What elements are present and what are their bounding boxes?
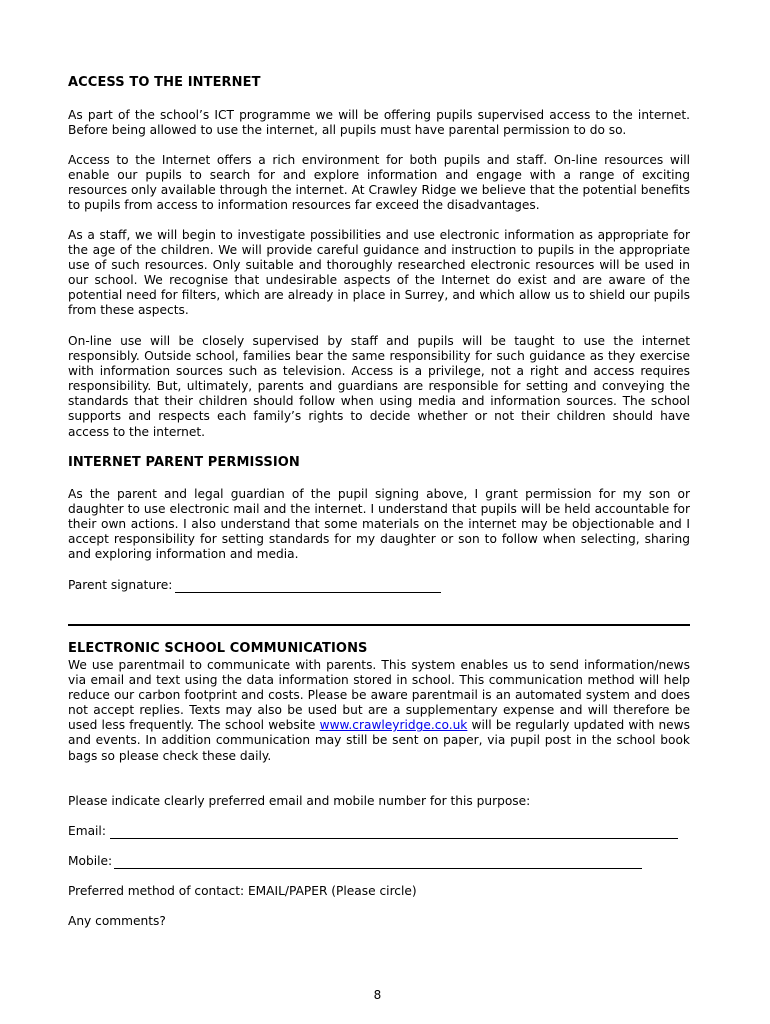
access-paragraph-3: As a staff, we will begin to investigate possibilities and use electronic information as appropriate for the age of the children. We will provide careful guidance and instruction to pupils in the appropriate use of such resources. Only suitable and thoroughly researched electronic resources will be used in our school. We recognise that undesirable aspects of the Internet do exist and are aware of the potential need for filters, which are already in place in Surrey, and which allow us to shield our pupils from these aspects. bbox=[68, 228, 690, 318]
comments-label: Any comments? bbox=[68, 914, 166, 928]
access-paragraph-2: Access to the Internet offers a rich environment for both pupils and staff. On-line resources will enable our pupils to search for and explore information and engage with a range of exciting resources only available through the internet. At Crawley Ridge we believe that the potential benefits to pupils from access to information resources far exceed the disadvantages. bbox=[68, 153, 690, 213]
permission-heading: INTERNET PARENT PERMISSION bbox=[68, 455, 300, 470]
email-field[interactable] bbox=[110, 838, 678, 839]
signature-line[interactable] bbox=[175, 592, 441, 593]
mobile-field[interactable] bbox=[114, 868, 642, 869]
page-number: 8 bbox=[373, 988, 382, 1002]
access-paragraph-1: As part of the school’s ICT programme we will be offering pupils supervised access to the internet. Before being allowed to use the internet, all pupils must have parental permission to do so. bbox=[68, 108, 690, 138]
email-label: Email: bbox=[68, 824, 106, 838]
signature-label: Parent signature: bbox=[68, 578, 173, 592]
communications-text-after-link: will be regularly updated with news and events. In addition communication may still be sent on paper, via pupil post in the school book bags so please check these daily. bbox=[68, 718, 690, 763]
communications-text-before-link: We use parentmail to communicate with parents. This system enables us to send information/news via email and text using the data information stored in school. This communication method will help reduce our carbon footprint and costs. Please be aware parentmail is an automated system and does not accept replies. Texts may also be used but are a supplementary expense and will therefore be used less frequently. The school website bbox=[68, 658, 690, 733]
section-divider bbox=[68, 624, 690, 626]
mobile-label: Mobile: bbox=[68, 854, 113, 868]
communications-paragraph bbox=[68, 658, 690, 764]
permission-paragraph: As the parent and legal guardian of the pupil signing above, I grant permission for my son or daughter to use electronic mail and the internet. I understand that pupils will be held accountable for their own actions. I also understand that some materials on the internet may be objectionable and I accept responsibility for setting standards for my daughter or son to follow when selecting, sharing and exploring information and media. bbox=[68, 487, 690, 562]
school-website-link[interactable]: www.crawleyridge.co.uk bbox=[319, 718, 468, 733]
preferred-method: Preferred method of contact: EMAIL/PAPER (Please circle) bbox=[68, 884, 417, 898]
access-section bbox=[68, 75, 690, 91]
access-paragraph-4: On-line use will be closely supervised by staff and pupils will be taught to use the internet responsibly. Outside school, families bear the same responsibility for such guidance as they exercise with information sources such as television. Access is a privilege, not a right and access requires responsibility. But, ultimately, parents and guardians are responsible for setting and conveying the standards that their children should follow when using media and information sources. The school supports and respects each family’s rights to decide whether or not their children should have access to the internet. bbox=[68, 334, 690, 439]
contact-instruction: Please indicate clearly preferred email and mobile number for this purpose: bbox=[68, 794, 531, 808]
communications-heading: ELECTRONIC SCHOOL COMMUNICATIONS bbox=[68, 641, 368, 656]
access-heading: ACCESS TO THE INTERNET bbox=[68, 75, 261, 90]
